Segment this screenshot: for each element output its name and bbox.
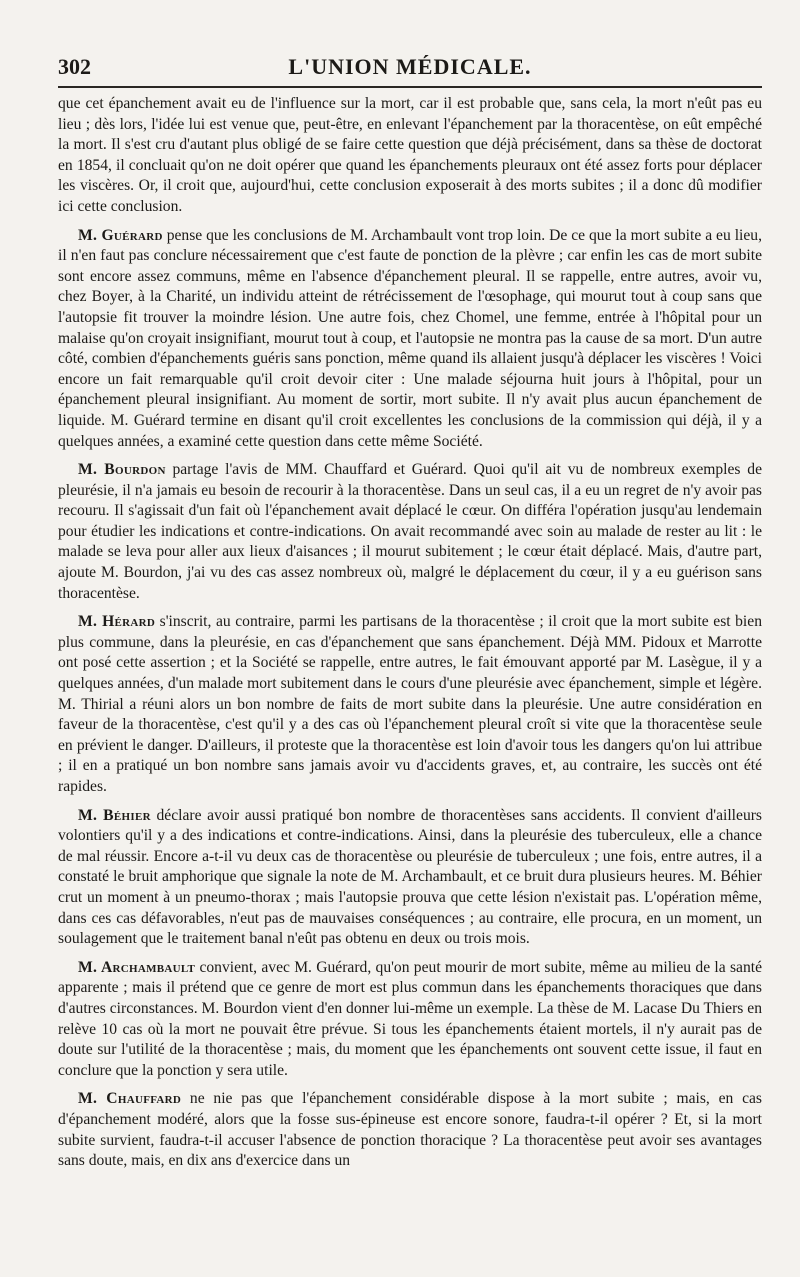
paragraph-text: pense que les conclusions de M. Archambault vont trop loin. De ce que la mort subite a eu lieu, il n'en faut pas conclure nécessairement que c'est faute de ponction de la plèvre ; car enfin les cas de mort subite sont encore assez communs, même en l'absence d'épanchement pleural. Il se rappelle, entre autres, avoir vu, chez Boyer, à la Charité, un individu atteint de rétrécissement de l'œsophage, qui mourut tout à coup sans que l'autopsie fit trouver la moindre lésion. Une autre fois, chez Chomel, une femme, entrée à l'hôpital pour un malaise qu'on croyait insignifiant, mourut tout à coup, et l'autopsie ne montra pas la cause de sa mort. D'un autre côté, combien d'épanchements guéris sans ponction, même quand ils allaient jusqu'à déplacer les viscères ! Voici encore un fait remarquable qu'il croit devoir citer : Une malade séjourna huit jours à l'hôpital, pour un épanchement pleural insignifiant. Au moment de sortir, mort subite. Il n'y avait plus aucun épanchement de liquide. M. Guérard termine en disant qu'il croit excellentes les conclusions de la commission qui déjà, il y a quelques années, a examiné cette question dans cette même Société.	[58, 226, 763, 450]
speaker-name: M. Archambault	[78, 958, 196, 976]
speaker-name: M. Béhier	[78, 806, 151, 824]
paragraph-behier	[58, 806, 762, 950]
journal-title: L'UNION MÉDICALE.	[288, 54, 532, 79]
speaker-name: M. Guérard	[78, 226, 163, 244]
paragraph-text: s'inscrit, au contraire, parmi les partisans de la thoracentèse ; il croit que la mort subite est bien plus commune, dans la pleurésie, en cas d'épanchement que sans épanchement. Déjà MM. Pidoux et Marrotte ont posé cette assertion ; et la Société se rappelle, entre autres, le fait émouvant apporté par M. Lasègue, il y a quelques années, d'un malade mort subitement dans le cours d'une pleurésie avec épanchement, simple et légère. M. Thirial a réuni alors un bon nombre de faits de mort subite dans la pleurésie. Une autre considération en faveur de la thoracentèse, c'est qu'il y a des cas où l'épanchement pleural croît si vite que la thoracentèse seule en prévient le danger. D'ailleurs, il proteste que la thoracentèse est loin d'avoir tous les dangers qu'on lui attribue ; il en a pratiqué un bon nombre sans jamais avoir vu d'accidents graves, et, au contraire, les succès ont été rapides.	[58, 613, 762, 795]
paragraph-text: partage l'avis de MM. Chauffard et Guérard. Quoi qu'il ait vu de nombreux exemples de pleurésie, il n'a jamais eu besoin de recourir à la thoracentèse. Dans un seul cas, il a eu un regret de n'y avoir pas recouru. Il s'agissait d'un fait où l'épanchement avait déplacé le cœur. On différa l'opération jusqu'au lendemain pour étudier les indications et contre-indications. On avait recommandé avec soin au malade de rester au lit : le malade se leva pour aller aux lieux d'aisances ; il mourut subitement ; le cœur était déplacé. Mais, d'autre part, ajoute M. Bourdon, j'ai vu des cas assez nombreux où, malgré le déplacement du cœur, il y a eu guérison sans thoracentèse.	[58, 461, 762, 602]
paragraph-guerard	[58, 226, 762, 453]
paragraph-archambault	[58, 958, 762, 1082]
page-number: 302	[58, 54, 91, 79]
speaker-name: M. Hérard	[78, 613, 156, 631]
paragraph-chauffard	[58, 1089, 762, 1171]
speaker-name: M. Bourdon	[78, 461, 166, 479]
paragraph-herard	[58, 612, 762, 797]
paragraph-text: que cet épanchement avait eu de l'influence sur la mort, car il est probable que, sans cela, la mort n'eût pas eu lieu ; dès lors, l'idée lui est venue que, peut-être, en enlevant l'épanchement par la thoracentèse, on eût empêché la mort. Il s'est cru d'autant plus obligé de se faire cette question que déjà précisément, dans sa thèse de doctorat en 1854, il concluait qu'on ne doit opérer que quand les épanchements pleuraux ont été assez forts pour déplacer les viscères. Or, il croit que, aujourd'hui, cette conclusion exposerait à des morts subites ; il a donc dû modifier ici cette conclusion.	[58, 95, 762, 215]
paragraph-text: convient, avec M. Guérard, qu'on peut mourir de mort subite, même au milieu de la santé apparente ; mais il prétend que ce genre de mort est plus commun dans les épanchements thoraciques que dans d'autres circonstances. M. Bourdon vient d'en donner lui-même un exemple. La thèse de M. Lacase Du Thiers en relève 10 cas où la mort ne pouvait être prévue. Si tous les épanchements étaient mortels, il n'y aurait pas de doute sur l'utilité de la thoracentèse ; mais, du moment que les épanchements ont souvent cette issue, il faut en conclure que la ponction y sera utile.	[58, 958, 762, 1079]
body-text	[58, 94, 762, 1172]
paragraph-text: ne nie pas que l'épanchement considérable dispose à la mort subite ; mais, en cas d'épanchement modéré, alors que la fosse sus-épineuse est encore sonore, faudra-t-il opérer ? Et, si la mort subite survient, faudra-t-il accuser l'absence de ponction thoracique ? La thoracentèse peut avoir ses avantages sans doute, mais, en dix ans d'exercice dans un	[58, 1090, 762, 1170]
paragraph-bourdon	[58, 460, 762, 604]
running-head	[58, 46, 762, 88]
speaker-name: M. Chauffard	[78, 1090, 182, 1108]
paragraph-continuation	[58, 94, 762, 218]
paragraph-text: déclare avoir aussi pratiqué bon nombre de thoracentèses sans accidents. Il convient d'ailleurs volontiers qu'il y a des indications et contre-indications. Ainsi, dans la pleurésie des tuberculeux, elle a chance de mal réussir. Encore a-t-il vu deux cas de thoracentèse ou pleurésie de tuberculeux ; une fois, entre autres, il a constaté le bruit amphorique que signale la note de M. Archambault, et ce bruit dura plusieurs heures. M. Béhier crut un moment à un pneumo-thorax ; mais l'autopsie prouva que cette lésion n'existait pas. L'opération même, dans ces cas défavorables, n'eut pas de mauvaises conséquences ; au contraire, elle procura, en un moment, un soulagement que le traitement banal n'eût pas obtenu en deux ou trois mois.	[58, 806, 762, 948]
